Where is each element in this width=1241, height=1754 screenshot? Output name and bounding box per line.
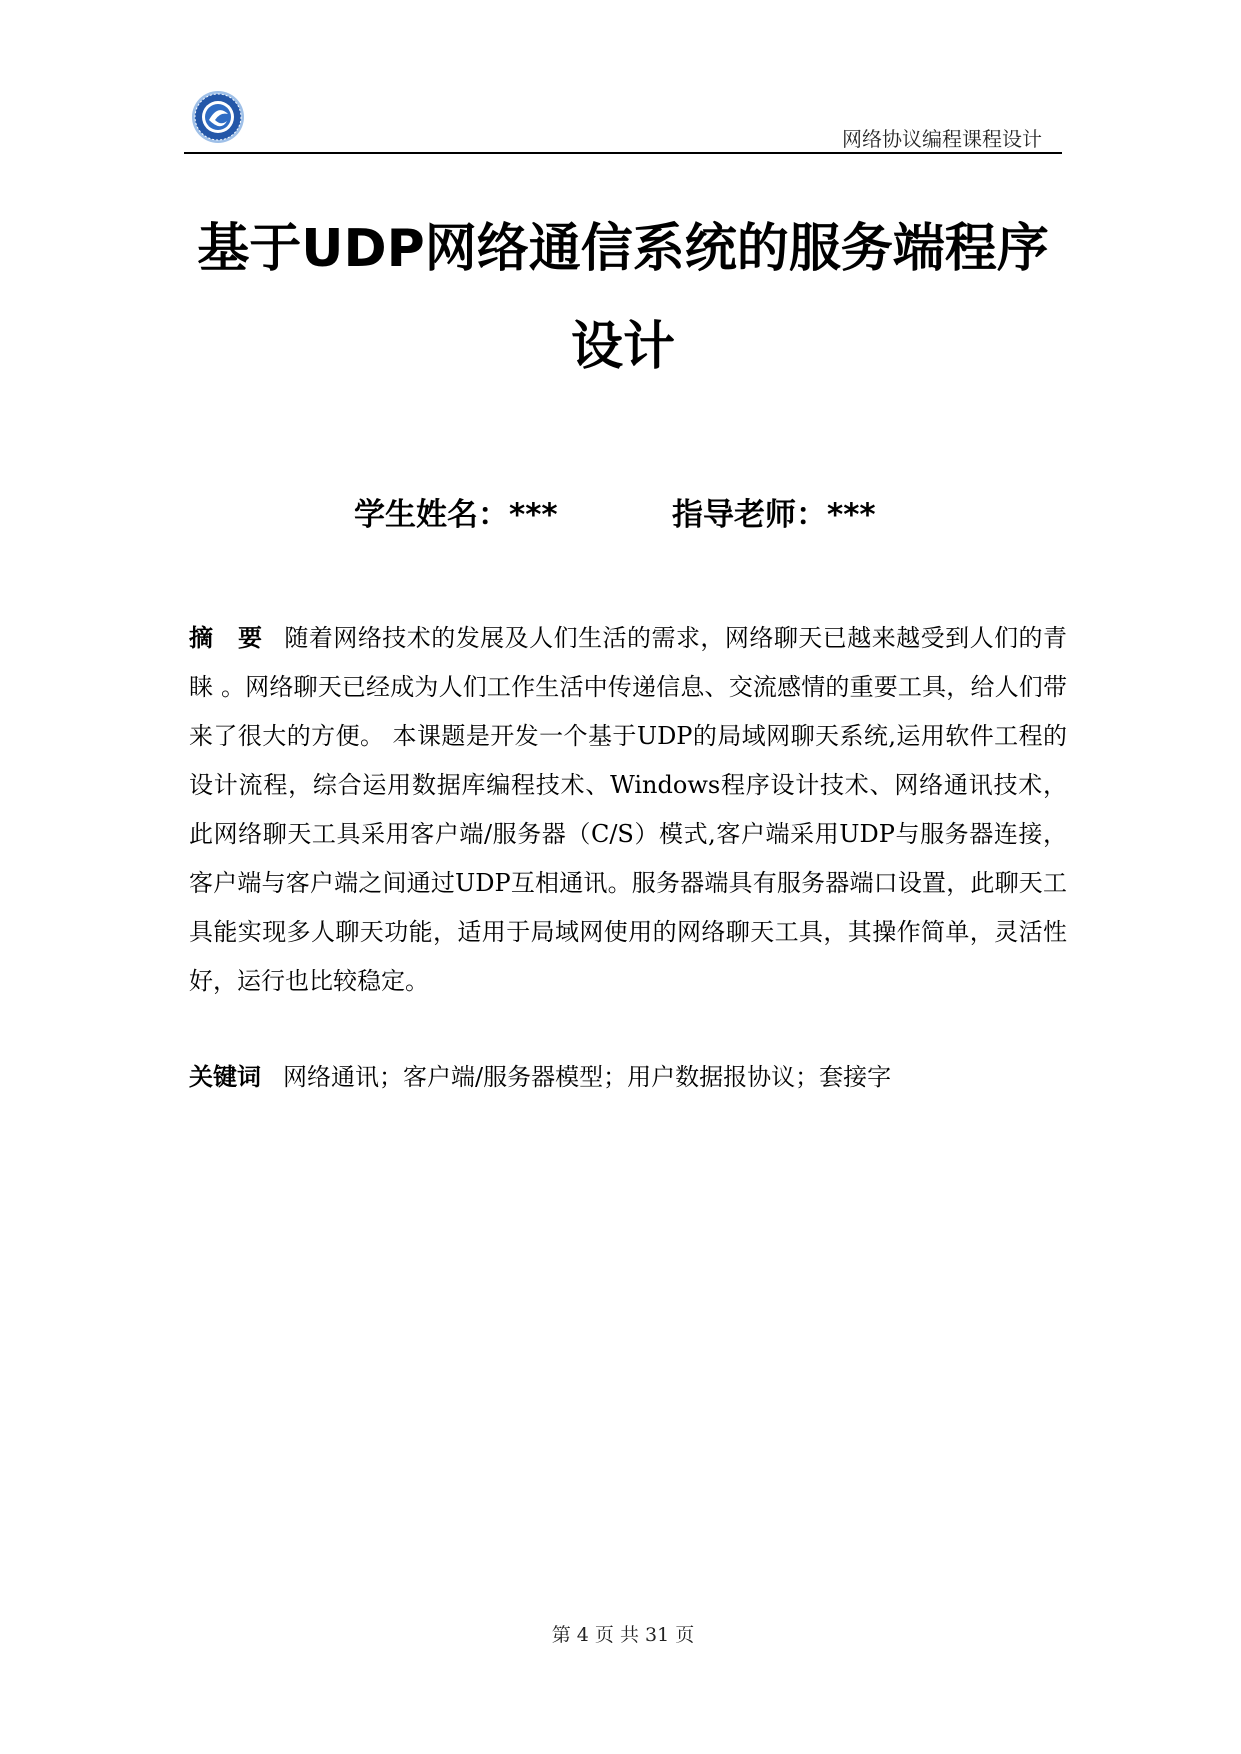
author-line: [184, 493, 1062, 537]
keywords-section: [189, 1055, 1067, 1099]
abstract-section: [189, 614, 1067, 1006]
university-seal-icon: [191, 90, 245, 144]
abstract-label: 摘 要: [189, 624, 263, 652]
abstract-text: 随着网络技术的发展及人们生活的需求，网络聊天已越来越受到人们的青睐 。网络聊天已经成为人们工作生活中传递信息、交流感情的重要工具，给人们带来了很大的方便。 本课题是开发一个基于UDP的局域网聊天系统,运用软件工程的设计流程，综合运用数据库编程技术、Windows程序设计技术、网络通讯技术，此网络聊天工具采用客户端/服务器（C/S）模式,客户端采用UDP与服务器连接，客户端与客户端之间通过UDP互相通讯。服务器端具有服务器端口设置，此聊天工具能实现多人聊天功能，适用于局域网使用的网络聊天工具，其操作简单，灵活性好，运行也比较稳定。: [189, 624, 1068, 995]
page-footer: 第 4 页 共 31 页: [551, 1624, 695, 1646]
header-divider: [184, 152, 1062, 154]
keywords-label: 关键词: [189, 1063, 261, 1091]
document-title: 基于UDP网络通信系统的服务端程序设计: [197, 219, 1049, 377]
header-course-name: 网络协议编程课程设计: [842, 127, 1042, 151]
advisor-name: 指导老师：***: [672, 497, 876, 533]
keywords-text: 网络通讯；客户端/服务器模型；用户数据报协议；套接字: [283, 1063, 892, 1091]
student-name: 学生姓名：***: [354, 497, 558, 533]
